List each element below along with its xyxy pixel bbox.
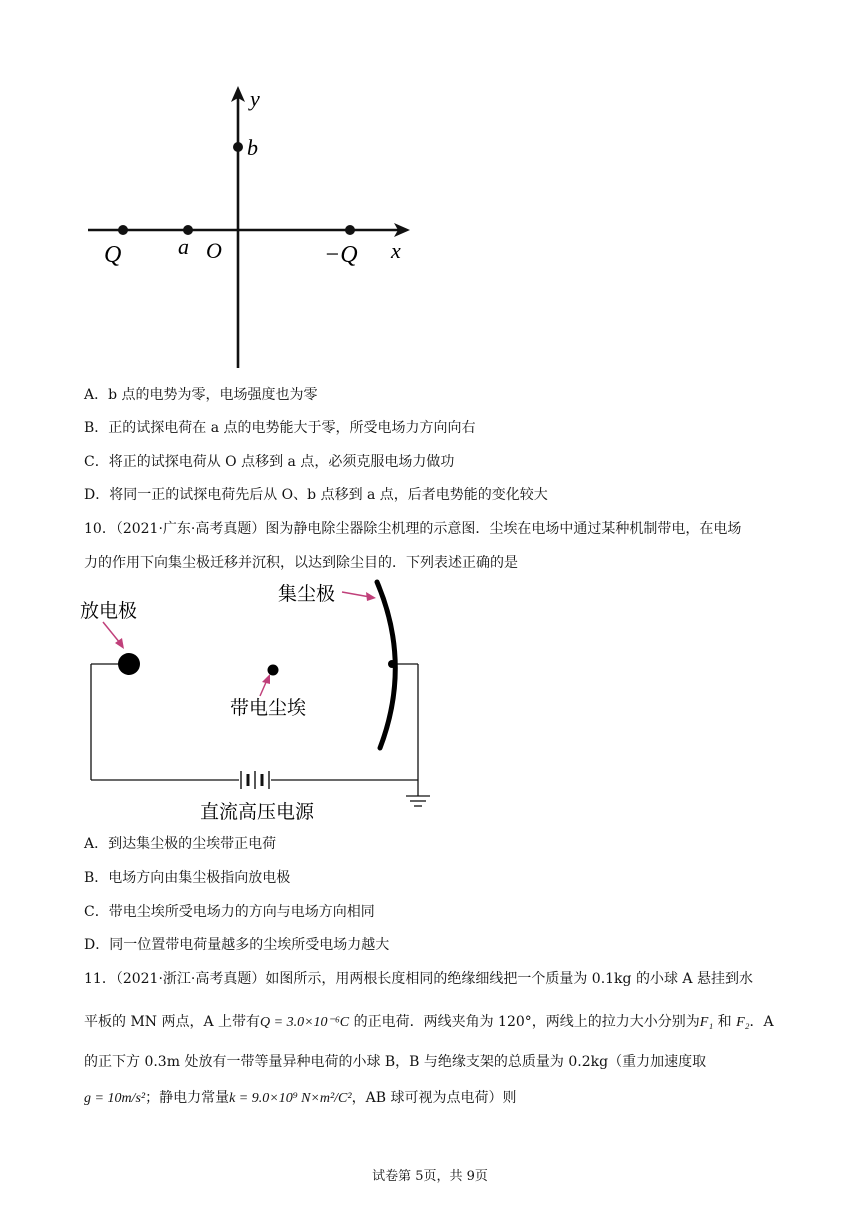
point-a-label: a [178, 234, 189, 259]
discharge-electrode [118, 653, 140, 675]
y-axis-label: y [250, 86, 260, 111]
q-left-label: Q [104, 242, 122, 268]
power-label: 直流高压电源 [200, 801, 315, 823]
q-right-label: −Q [324, 242, 358, 268]
q11-stem-line2 [84, 1011, 774, 1031]
q9-option-b: B．正的试探电荷在 a 点的电势能大于零，所受电场力方向向右 [84, 420, 476, 436]
q10-option-d: D．同一位置带电荷量越多的尘埃所受电场力越大 [84, 937, 390, 953]
collector-pointer-arrow [342, 592, 376, 601]
q10-option-a: A．到达集尘极的尘埃带正电荷 [84, 836, 277, 852]
q11-stem-line1: 11．（2021·浙江·高考真题）如图所示，用两根长度相同的绝缘细线把一个质量为 0.1kg 的小球 A 悬挂到水 [84, 971, 753, 987]
dust-particle [268, 665, 279, 676]
page-footer: 试卷第 5页，共 9页 [372, 1169, 488, 1184]
q11-line2-text-c: ．A [749, 1014, 774, 1030]
point-b [233, 142, 243, 152]
discharge-label: 放电极 [80, 600, 138, 622]
q10-stem-line2: 力的作用下向集尘极迁移并沉积，以达到除尘目的．下列表述正确的是 [84, 555, 518, 571]
q11-f2-symbol: F₂ [736, 1015, 750, 1030]
q9-option-c: C．将正的试探电荷从 O 点移到 a 点，必须克服电场力做功 [84, 454, 455, 470]
q10-option-b: B．电场方向由集尘极指向放电极 [84, 870, 291, 886]
q11-charge-equation: Q = 3.0×10⁻⁶C [260, 1015, 350, 1030]
dust-label: 带电尘埃 [230, 697, 307, 719]
q11-gravity-equation: g = 10m/s² [84, 1091, 146, 1106]
q11-line2-text-a: 平板的 MN 两点，A 上带有 [84, 1014, 261, 1030]
precipitator-figure [74, 574, 444, 826]
collector-junction [388, 660, 396, 668]
q9-option-d: D．将同一正的试探电荷先后从 O、b 点移到 a 点，后者电势能的变化较大 [84, 487, 548, 503]
q11-line4-text-b: ，AB 球可视为点电荷）则 [351, 1090, 517, 1106]
q11-line2-text-b: 的正电荷．两线夹角为 120°，两线上的拉力大小分别为 [349, 1014, 700, 1030]
q11-stem-line3: 的正下方 0.3m 处放有一带等量异种电荷的小球 B，B 与绝缘支架的总质量为 0.2kg（重力加速度取 [84, 1054, 707, 1070]
discharge-pointer-arrow [103, 622, 124, 649]
q10-option-c: C．带电尘埃所受电场力的方向与电场方向相同 [84, 904, 375, 920]
origin-label: O [206, 238, 222, 263]
q11-coulomb-constant: k = 9.0×10⁹ N×m²/C² [229, 1091, 352, 1106]
point-b-label: b [247, 135, 258, 160]
q9-option-a: A．b 点的电势为零，电场强度也为零 [84, 387, 318, 403]
q10-stem-line1: 10．（2021·广东·高考真题）图为静电除尘器除尘机理的示意图．尘埃在电场中通过某种机制带电，在电场 [84, 521, 742, 537]
battery-symbol [241, 771, 269, 789]
ground-symbol [406, 796, 430, 806]
x-axis-label: x [391, 238, 401, 263]
q11-line4-text-a: ；静电力常量 [145, 1090, 230, 1106]
charge-q-left [118, 225, 128, 235]
charge-q-right [345, 225, 355, 235]
dust-pointer-arrow [260, 674, 270, 696]
charge-axes-figure [80, 82, 420, 372]
q11-stem-line4 [84, 1087, 516, 1107]
q11-and-text: 和 [713, 1014, 737, 1030]
q11-f1-symbol: F₁ [699, 1015, 714, 1030]
collector-label: 集尘极 [278, 583, 336, 605]
